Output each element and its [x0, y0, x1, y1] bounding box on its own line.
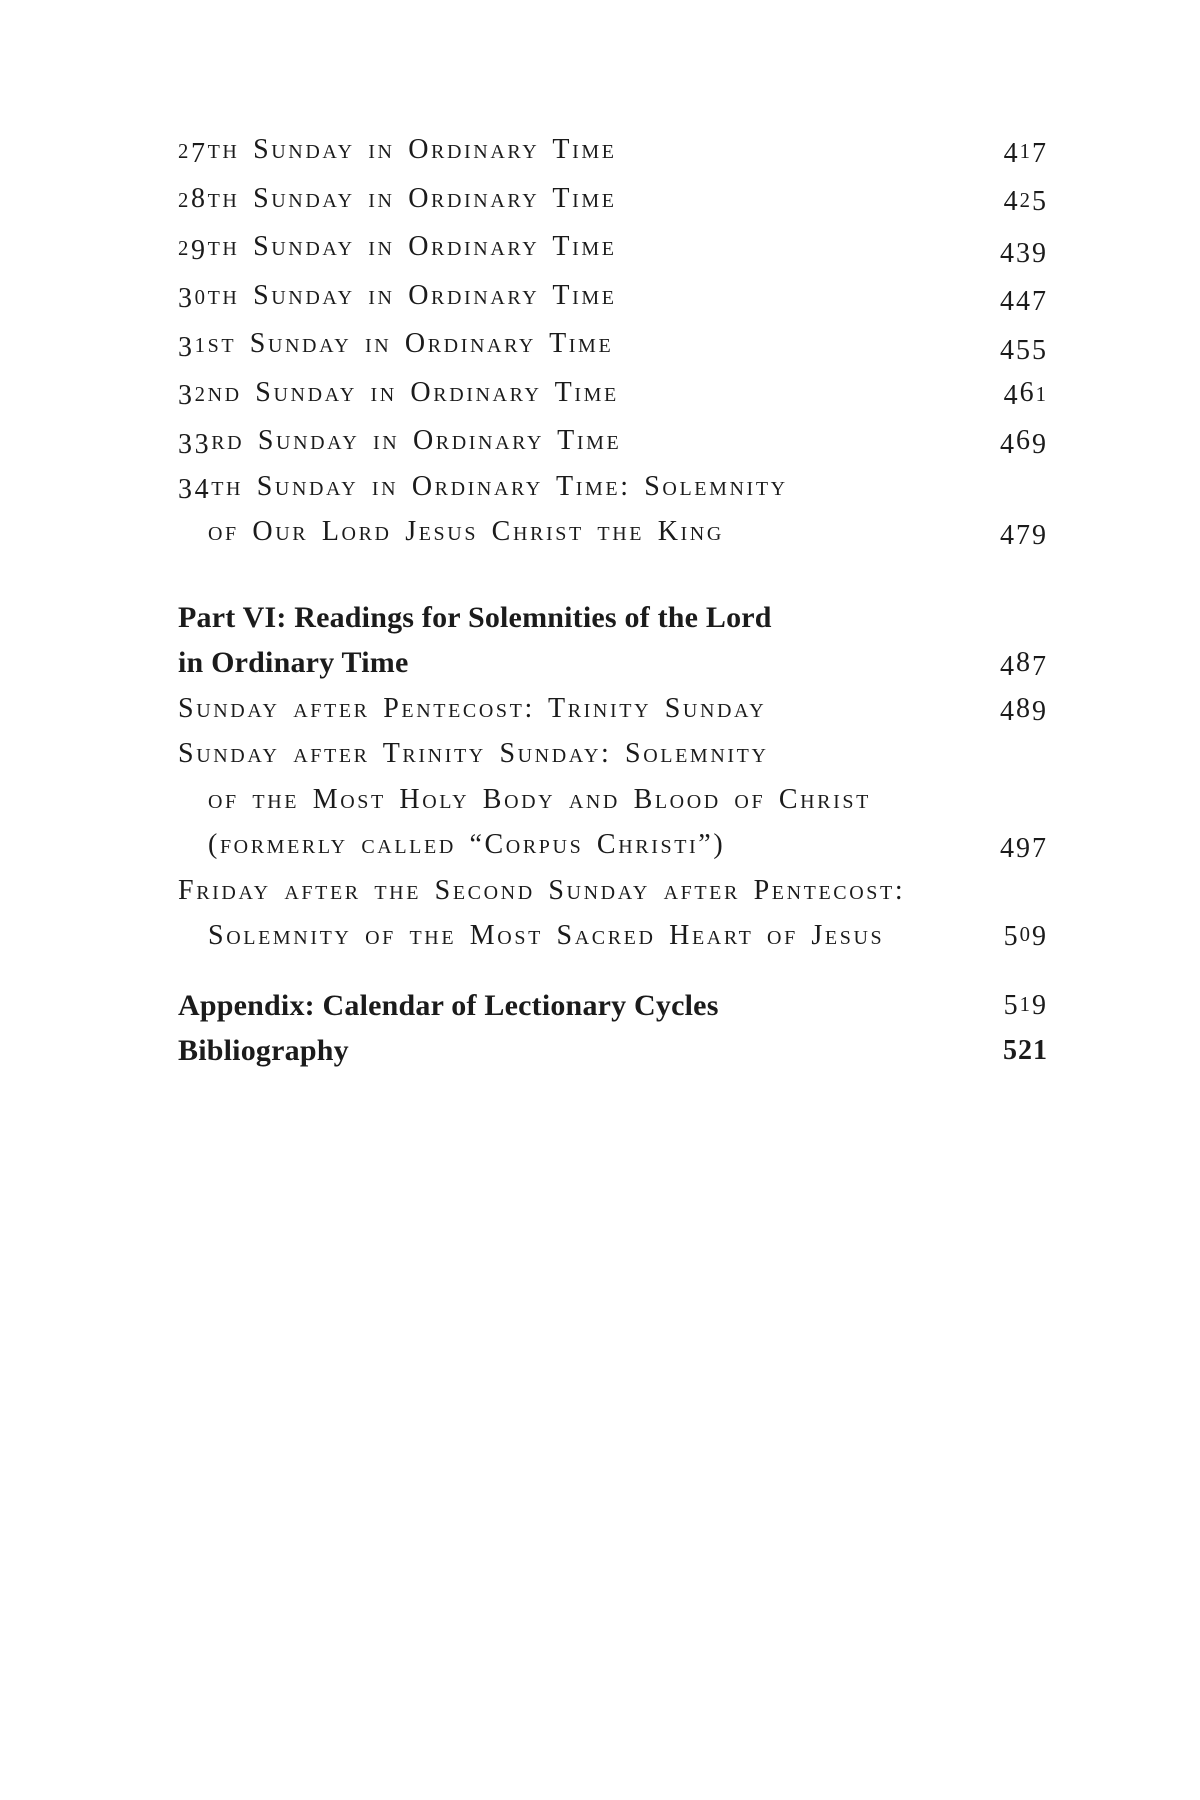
toc-entry-page-number: 479 — [1000, 519, 1048, 551]
toc-entry-line: of Our Lord Jesus Christ the King — [208, 516, 724, 547]
toc-entry-line: of the Most Holy Body and Blood of Christ — [208, 783, 871, 815]
toc-entry — [178, 983, 1048, 1029]
toc-entry-page-number: 439 — [1000, 237, 1048, 269]
toc-entry — [178, 868, 1048, 959]
toc-entry-line: Sunday after Trinity Sunday: Solemnity — [178, 738, 769, 769]
toc-entry — [178, 686, 1048, 732]
toc-entry-line: 28th Sunday in Ordinary Time — [178, 182, 617, 214]
toc-entry-title — [178, 868, 1048, 959]
toc-entry — [178, 731, 1048, 868]
toc-entry-title — [178, 176, 1048, 225]
toc-entry-line: Appendix: Calendar of Lectionary Cycles — [178, 988, 719, 1022]
toc-entry-page-number: 469 — [1000, 425, 1048, 460]
toc-entry-page-number: 509 — [1003, 920, 1048, 952]
toc-entry-line: in Ordinary Time — [178, 646, 409, 679]
toc-entry-title — [178, 321, 1048, 370]
toc-entry-line: Sunday after Pentecost: Trinity Sunday — [178, 692, 767, 724]
toc-entry-title — [178, 273, 1048, 322]
toc-entry-title — [178, 127, 1048, 176]
toc-entry-title — [178, 464, 1048, 555]
toc-entry-page-number: 497 — [1000, 832, 1048, 864]
toc-entry — [178, 418, 1048, 464]
toc-entry-line: Friday after the Second Sunday after Pentecost: — [178, 874, 906, 906]
toc-entry-page-number: 519 — [1003, 990, 1048, 1022]
toc-entry-title — [178, 1028, 1048, 1074]
table-of-contents — [178, 127, 1048, 1074]
toc-entry — [178, 1028, 1048, 1074]
toc-entry-page-number: 521 — [1003, 1035, 1048, 1066]
toc-entry-page-number: 417 — [1003, 137, 1048, 169]
toc-entry-title — [178, 418, 1048, 464]
toc-entry-page-number: 489 — [1000, 692, 1048, 728]
toc-entry — [178, 321, 1048, 370]
toc-entry — [178, 224, 1048, 273]
toc-entry-line: Bibliography — [178, 1034, 349, 1067]
toc-entry-title — [178, 983, 1048, 1029]
toc-entry — [178, 464, 1048, 555]
toc-entry-page-number: 455 — [1000, 334, 1048, 366]
toc-entry-line: 29th Sunday in Ordinary Time — [178, 231, 617, 266]
toc-entry — [178, 370, 1048, 419]
toc-entry — [178, 595, 1048, 686]
toc-entry-title — [178, 595, 1048, 686]
toc-entry — [178, 273, 1048, 322]
toc-entry-page-number: 461 — [1003, 376, 1048, 412]
toc-entry-line: 27th Sunday in Ordinary Time — [178, 134, 617, 169]
toc-entry-title — [178, 731, 1048, 868]
toc-entry-line: 32nd Sunday in Ordinary Time — [178, 376, 619, 412]
toc-entry-page-number: 425 — [1003, 186, 1048, 218]
toc-entry-line: (formerly called “Corpus Christi”) — [208, 829, 726, 860]
toc-entry-page-number: 487 — [1000, 647, 1048, 682]
toc-entry-line: Part VI: Readings for Solemnities of the Lord — [178, 600, 772, 634]
toc-entry — [178, 127, 1048, 176]
toc-entry-title — [178, 224, 1048, 273]
toc-entry — [178, 176, 1048, 225]
toc-entry-line: 31st Sunday in Ordinary Time — [178, 328, 614, 363]
toc-entry-line: Solemnity of the Most Sacred Heart of Jesus — [208, 920, 885, 951]
toc-entry-title — [178, 686, 1048, 732]
toc-entry-title — [178, 370, 1048, 419]
toc-entry-line: 30th Sunday in Ordinary Time — [178, 279, 617, 315]
toc-entry-line: 34th Sunday in Ordinary Time: Solemnity — [178, 470, 788, 506]
toc-entry-page-number: 447 — [1000, 286, 1048, 318]
toc-entry-line: 33rd Sunday in Ordinary Time — [178, 425, 622, 460]
